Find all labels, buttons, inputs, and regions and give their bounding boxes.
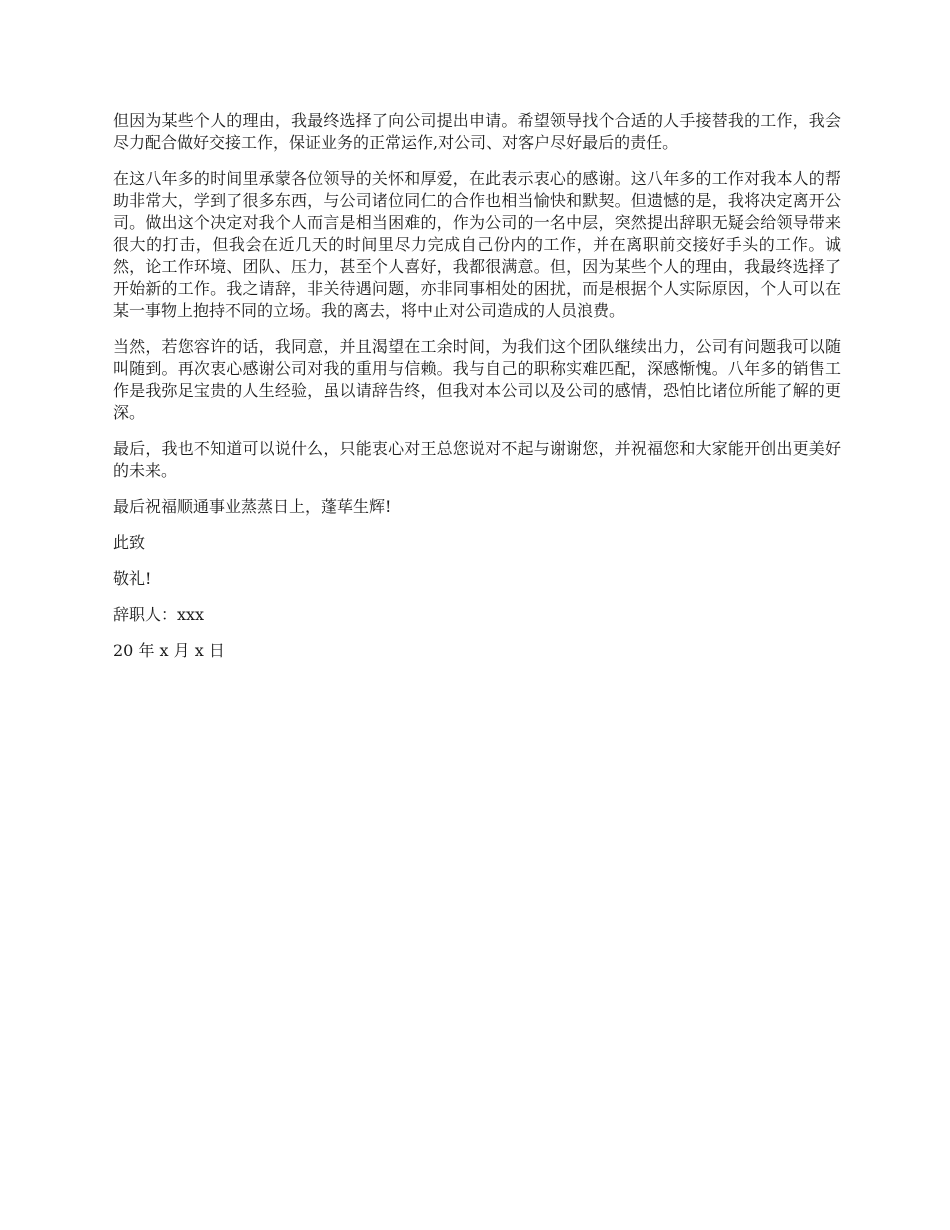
- date-line: 20 年 x 月 x 日: [113, 641, 225, 660]
- paragraph-handover: 但因为某些个人的理由，我最终选择了向公司提出申请。希望领导找个合适的人手接替我的工作，我会尽力配合做好交接工作，保证业务的正常运作,对公司、对客户尽好最后的责任。: [113, 111, 841, 152]
- paragraph-offer-help: 当然，若您容许的话，我同意，并且渴望在工余时间，为我们这个团队继续出力，公司有问题我可以随叫随到。再次衷心感谢公司对我的重用与信赖。我与自己的职称实难匹配，深感惭愧。八年多的销售工作是我弥足宝贵的人生经验，虽以请辞告终，但我对本公司以及公司的感情，恐怕比诸位所能了解的更深。: [113, 337, 841, 422]
- document-page: [113, 110, 841, 676]
- closing-salutation: 此致: [113, 533, 146, 552]
- paragraph-blessing: 最后祝福顺通事业蒸蒸日上，蓬荜生辉!: [113, 497, 392, 516]
- paragraph-apology: 最后，我也不知道可以说什么，只能衷心对王总您说对不起与谢谢您，并祝福您和大家能开创出更美好的未来。: [113, 439, 841, 480]
- signer-line: 辞职人：xxx: [113, 605, 205, 624]
- closing-regards: 敬礼!: [113, 569, 152, 588]
- paragraph-gratitude: 在这八年多的时间里承蒙各位领导的关怀和厚爱，在此表示衷心的感谢。这八年多的工作对我本人的帮助非常大，学到了很多东西，与公司诸位同仁的合作也相当愉快和默契。但遗憾的是，我将决定离开公司。做出这个决定对我个人而言是相当困难的，作为公司的一名中层，突然提出辞职无疑会给领导带来很大的打击，但我会在近几天的时间里尽力完成自己份内的工作，并在离职前交接好手头的工作。诚然，论工作环境、团队、压力，甚至个人喜好，我都很满意。但，因为某些个人的理由，我最终选择了开始新的工作。我之请辞，非关待遇问题，亦非同事相处的困扰，而是根据个人实际原因，个人可以在某一事物上抱持不同的立场。我的离去，将中止对公司造成的人员浪费。: [113, 169, 841, 320]
